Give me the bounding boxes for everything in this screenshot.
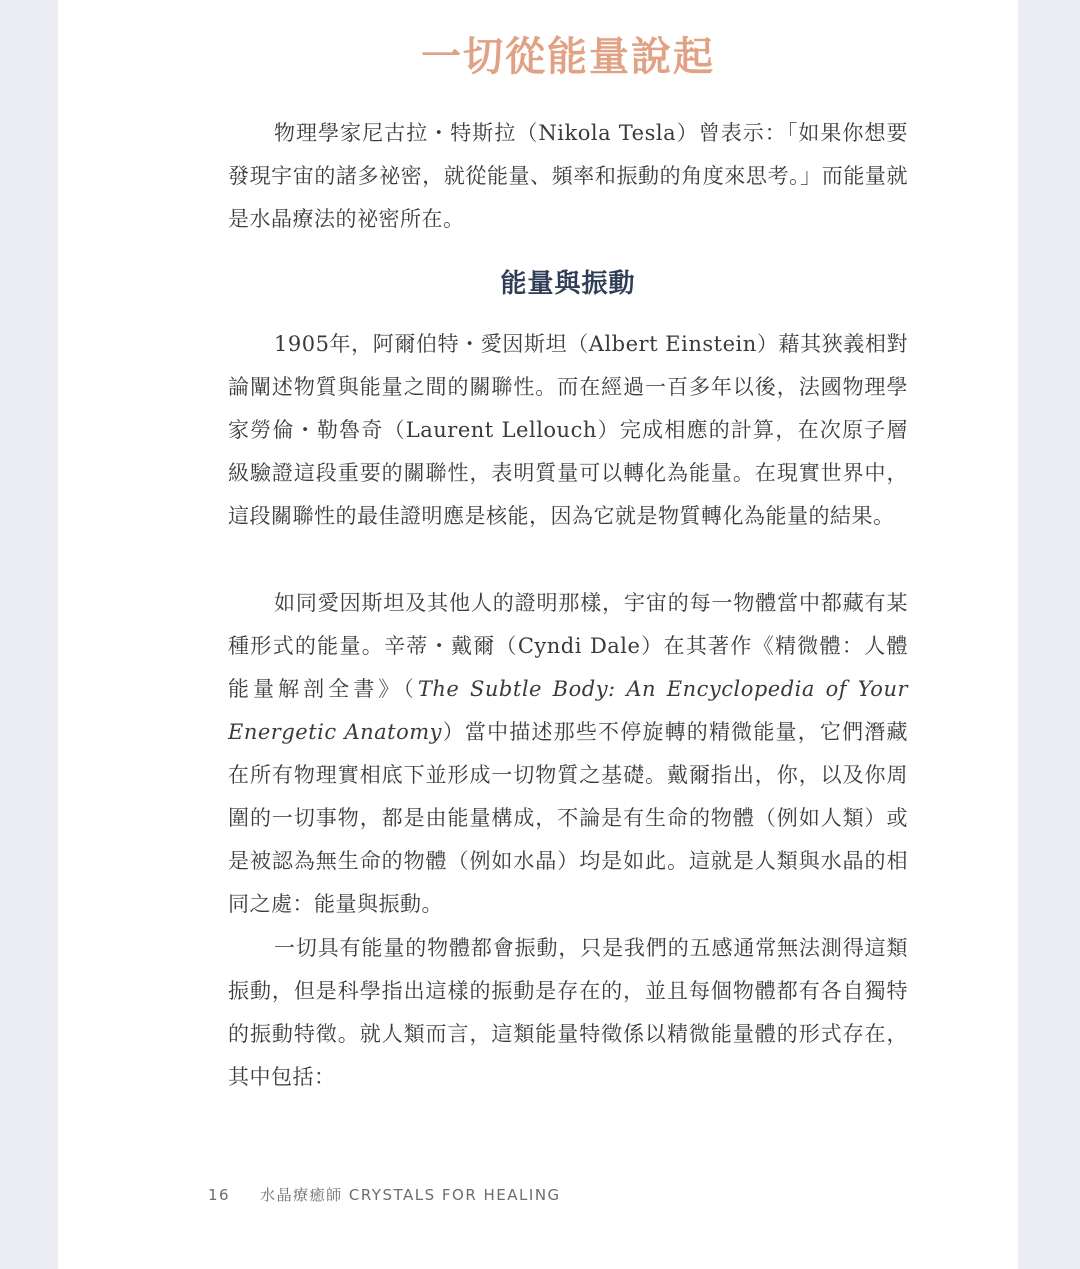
chapter-title: 一切從能量說起 bbox=[421, 33, 715, 80]
paragraph-vibration: 一切具有能量的物體都會振動，只是我們的五感通常無法測得這類振動，但是科學指出這樣的振動是存在的，並且每個物體都有各自獨特的振動特徵。就人類而言，這類能量特徵係以精微能量體的形式存在，其中包括： bbox=[228, 936, 908, 1089]
paragraph-einstein: 1905年，阿爾伯特・愛因斯坦（Albert Einstein）藉其狹義相對論闡述物質與能量之間的關聯性。而在經過一百多年以後，法國物理學家勞倫・勒魯奇（Laurent Lellouch）完成相應的計算，在次原子層級驗證這段重要的關聯性，表明質量可以轉化為能量。在現實世界中，這段關聯性的最佳證明應是核能，因為它就是物質轉化為能量的結果。 bbox=[228, 332, 908, 528]
paragraph-subtle-body-part2: ）當中描述那些不停旋轉的精微能量，它們潛藏在所有物理實相底下並形成一切物質之基礎。戴爾指出，你，以及你周圍的一切事物，都是由能量構成，不論是有生命的物體（例如人類）或是被認為無生命的物體（例如水晶）均是如此。這就是人類與水晶的相同之處：能量與振動。 bbox=[228, 720, 908, 916]
paragraph-subtle-body bbox=[228, 582, 908, 926]
page-footer bbox=[208, 1184, 561, 1205]
running-title: 水晶療癒師 CRYSTALS FOR HEALING bbox=[260, 1186, 561, 1204]
section-heading: 能量與振動 bbox=[500, 269, 636, 299]
paragraph-subtle-body-part1: 如同愛因斯坦及其他人的證明那樣，宇宙的每一物體當中都藏有某種形式的能量。辛蒂・戴爾（Cyndi Dale）在其著作《精微體：人體能量解剖全書》（ bbox=[228, 591, 908, 701]
page-number: 16 bbox=[208, 1186, 231, 1204]
book-title-italic: The Subtle Body: An Encyclopedia of Your Energetic Anatomy bbox=[228, 677, 909, 744]
intro-paragraph: 物理學家尼古拉・特斯拉（Nikola Tesla）曾表示：「如果你想要發現宇宙的諸多祕密，就從能量、頻率和振動的角度來思考。」而能量就是水晶療法的祕密所在。 bbox=[228, 121, 908, 231]
book-page bbox=[58, 0, 1018, 1269]
